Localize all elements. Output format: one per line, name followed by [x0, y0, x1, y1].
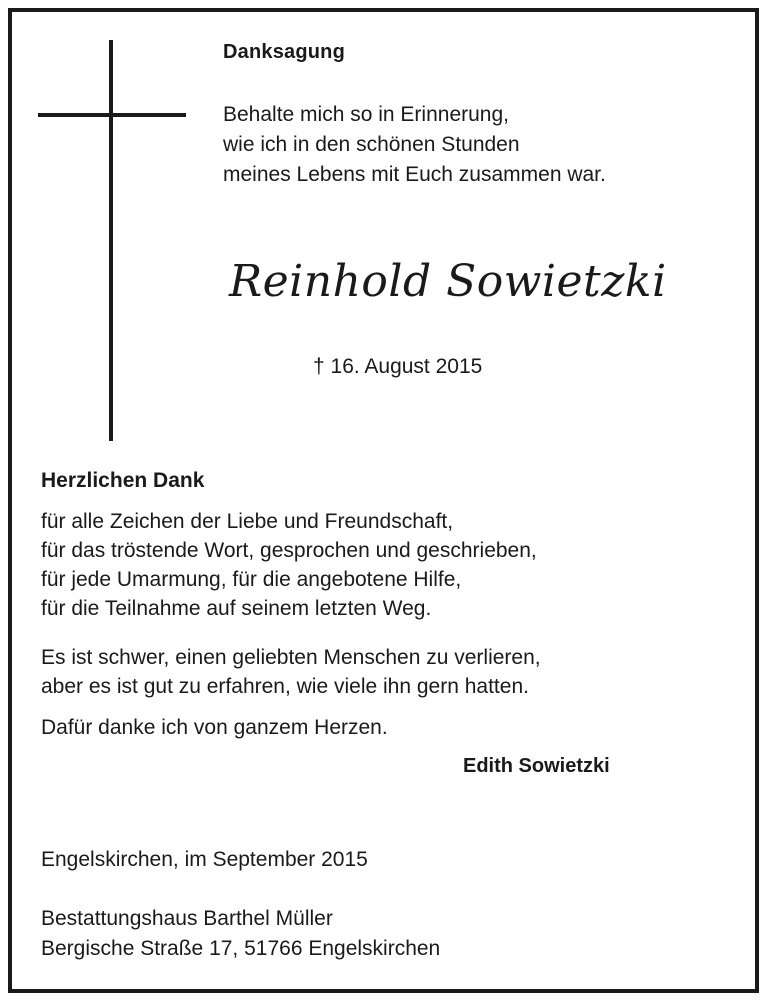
undertaker-address: Bergische Straße 17, 51766 Engelskirchen	[41, 937, 441, 960]
loss-line: aber es ist gut zu erfahren, wie viele ihn gern hatten.	[41, 675, 529, 698]
undertaker-name: Bestattungshaus Barthel Müller	[41, 907, 333, 930]
thanks-line: für das tröstende Wort, gesprochen und geschrieben,	[41, 539, 537, 562]
notice-heading: Danksagung	[223, 41, 346, 63]
gratitude-line: Dafür danke ich von ganzem Herzen.	[41, 716, 388, 739]
deceased-name: Reinhold Sowietzki	[229, 256, 667, 307]
verse-line: meines Lebens mit Euch zusammen war.	[223, 163, 606, 186]
verse	[223, 100, 606, 190]
place-date: Engelskirchen, im September 2015	[41, 848, 368, 871]
cross-icon-vertical	[109, 40, 113, 441]
thanks-line: für die Teilnahme auf seinem letzten Weg.	[41, 597, 432, 620]
thanks-line: für alle Zeichen der Liebe und Freundschaft,	[41, 510, 454, 533]
undertaker-info	[41, 904, 440, 964]
signature: Edith Sowietzki	[463, 755, 610, 777]
verse-line: wie ich in den schönen Stunden	[223, 133, 520, 156]
cross-icon-horizontal	[38, 113, 186, 117]
loss-paragraph	[41, 643, 541, 701]
thanks-line: für jede Umarmung, für die angebotene Hilfe,	[41, 568, 462, 591]
loss-line: Es ist schwer, einen geliebten Menschen zu verlieren,	[41, 646, 541, 669]
thanks-paragraph	[41, 507, 537, 623]
thanks-heading: Herzlichen Dank	[41, 469, 205, 492]
death-date: † 16. August 2015	[313, 355, 483, 378]
verse-line: Behalte mich so in Erinnerung,	[223, 103, 509, 126]
